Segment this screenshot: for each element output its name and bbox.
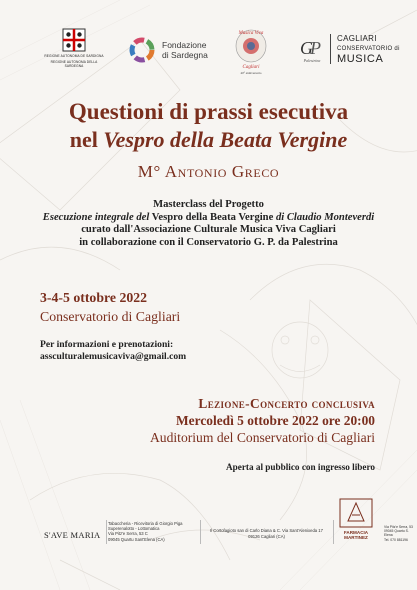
info-email: assculturalemusicaviva@gmail.com (40, 351, 187, 362)
farmacia-addr-2: 09045 Quartu S. Elena (384, 529, 409, 538)
conservatorio-label: CONSERVATORIO di (337, 46, 400, 52)
concert-note: Aperta al pubblico con ingresso libero (226, 462, 375, 472)
concert-heading: Lezione-Concerto conclusiva (198, 396, 375, 411)
sponsor-tabaccheria (108, 521, 196, 542)
sponsor-cortofagioto (204, 528, 329, 539)
title-line-2-work: Vespro della Beata Vergine (103, 127, 348, 152)
concert-venue: Auditorium del Conservatorio di Cagliari (149, 430, 375, 445)
author-name: M° Antonio Greco (137, 162, 280, 181)
masterclass-block (0, 199, 417, 249)
sponsor-farmacia-address (384, 525, 417, 542)
region-name-sardinian: REGIONE AUTONOMA DE SARDIGNA (44, 54, 104, 58)
sardinia-crest-icon (62, 28, 86, 52)
logo-regione-sardegna (44, 28, 104, 68)
sponsor-divider-2 (200, 520, 201, 544)
tabaccheria-line-1: Tabaccheria - Ricevitoria di Giorgio Piga (108, 521, 183, 526)
fondazione-name-1: Fondazione (162, 40, 207, 50)
sponsor-divider-1 (106, 520, 107, 544)
conservatorio-divider (330, 34, 331, 64)
corto-line-1: Il Cortofagioto san di Carlo Diana & C. Via Sant'Alenixeda 17 (210, 528, 323, 533)
event-dates: 3-4-5 ottobre 2022 (40, 290, 148, 305)
farmacia-line-1: FARMACIA (343, 530, 369, 535)
event-venue: Conservatorio di Cagliari (40, 309, 181, 324)
title-line-2-prefix: nel (69, 127, 104, 152)
logo-fondazione-sardegna (129, 37, 208, 63)
farmacia-logo-icon (338, 497, 374, 529)
title-line-2 (0, 127, 417, 153)
farmacia-line-2: MARTINEZ (344, 535, 368, 540)
tabaccheria-line-3: Via Pitz'e Serra, 53 C (108, 531, 148, 537)
info-block (40, 339, 186, 363)
conservatorio-city: CAGLIARI (337, 34, 377, 43)
conservatorio-gp-name: Palestrina (303, 58, 321, 63)
svg-text:G: G (300, 38, 313, 58)
musica-viva-anniversary: 40° anniversario (240, 71, 262, 75)
farmacia-addr-1: Via Pitz'e Serra, 53 (384, 525, 413, 529)
conservatorio-musica: MUSICA (337, 53, 384, 65)
masterclass-line-2-c: di Claudio Monteverdi (275, 211, 375, 223)
logos-row (0, 22, 417, 82)
tabaccheria-line-2: Superenalotto - Lottomatica (108, 526, 160, 532)
masterclass-line-2-b: Vespro della Beata Vergine (149, 211, 276, 223)
musica-viva-emblem-icon (232, 26, 270, 78)
concert-date: Mercoledì 5 ottobre 2022 ore 20:00 (176, 413, 375, 428)
tabaccheria-line-4: 09045 Quartu Sant'Elena (CA) (108, 536, 165, 542)
fondazione-name-2: di Sardegna (162, 50, 208, 60)
dates-block (40, 290, 180, 325)
title-line-1: Questioni di prassi esecutiva (68, 99, 349, 124)
masterclass-line-3: curato dall'Associazione Culturale Musica Viva Cagliari (81, 224, 336, 236)
masterclass-line-4: in collaborazione con il Conservatorio G. P. da Palestrina (79, 236, 338, 248)
logo-conservatorio (298, 34, 400, 64)
corto-line-2: 09126 Cagliari (CA) (248, 533, 285, 539)
musica-viva-city: Cagliari (242, 65, 260, 70)
logo-musica-viva (232, 26, 270, 78)
sponsor-ave-maria: S'AVE MARIA (44, 530, 101, 540)
musica-viva-title: Musica Viva (238, 31, 264, 36)
fondazione-ring-icon (129, 37, 155, 63)
masterclass-line-1: Masterclass del Progetto (153, 199, 264, 210)
masterclass-line-2-a: Esecuzione integrale del (42, 211, 150, 223)
conservatorio-monogram-icon (298, 34, 326, 64)
sponsor-divider-3 (333, 520, 334, 544)
masterclass-line-2 (0, 212, 417, 225)
concert-block (150, 396, 375, 446)
svg-text:P: P (310, 38, 321, 58)
sponsor-farmacia (337, 530, 375, 540)
farmacia-addr-3: Tel. 070 881196 (384, 537, 408, 542)
region-name-italian: REGIONE AUTONOMA DELLA SARDEGNA (50, 60, 98, 68)
info-label: Per informazioni e prenotazioni: (40, 339, 174, 350)
